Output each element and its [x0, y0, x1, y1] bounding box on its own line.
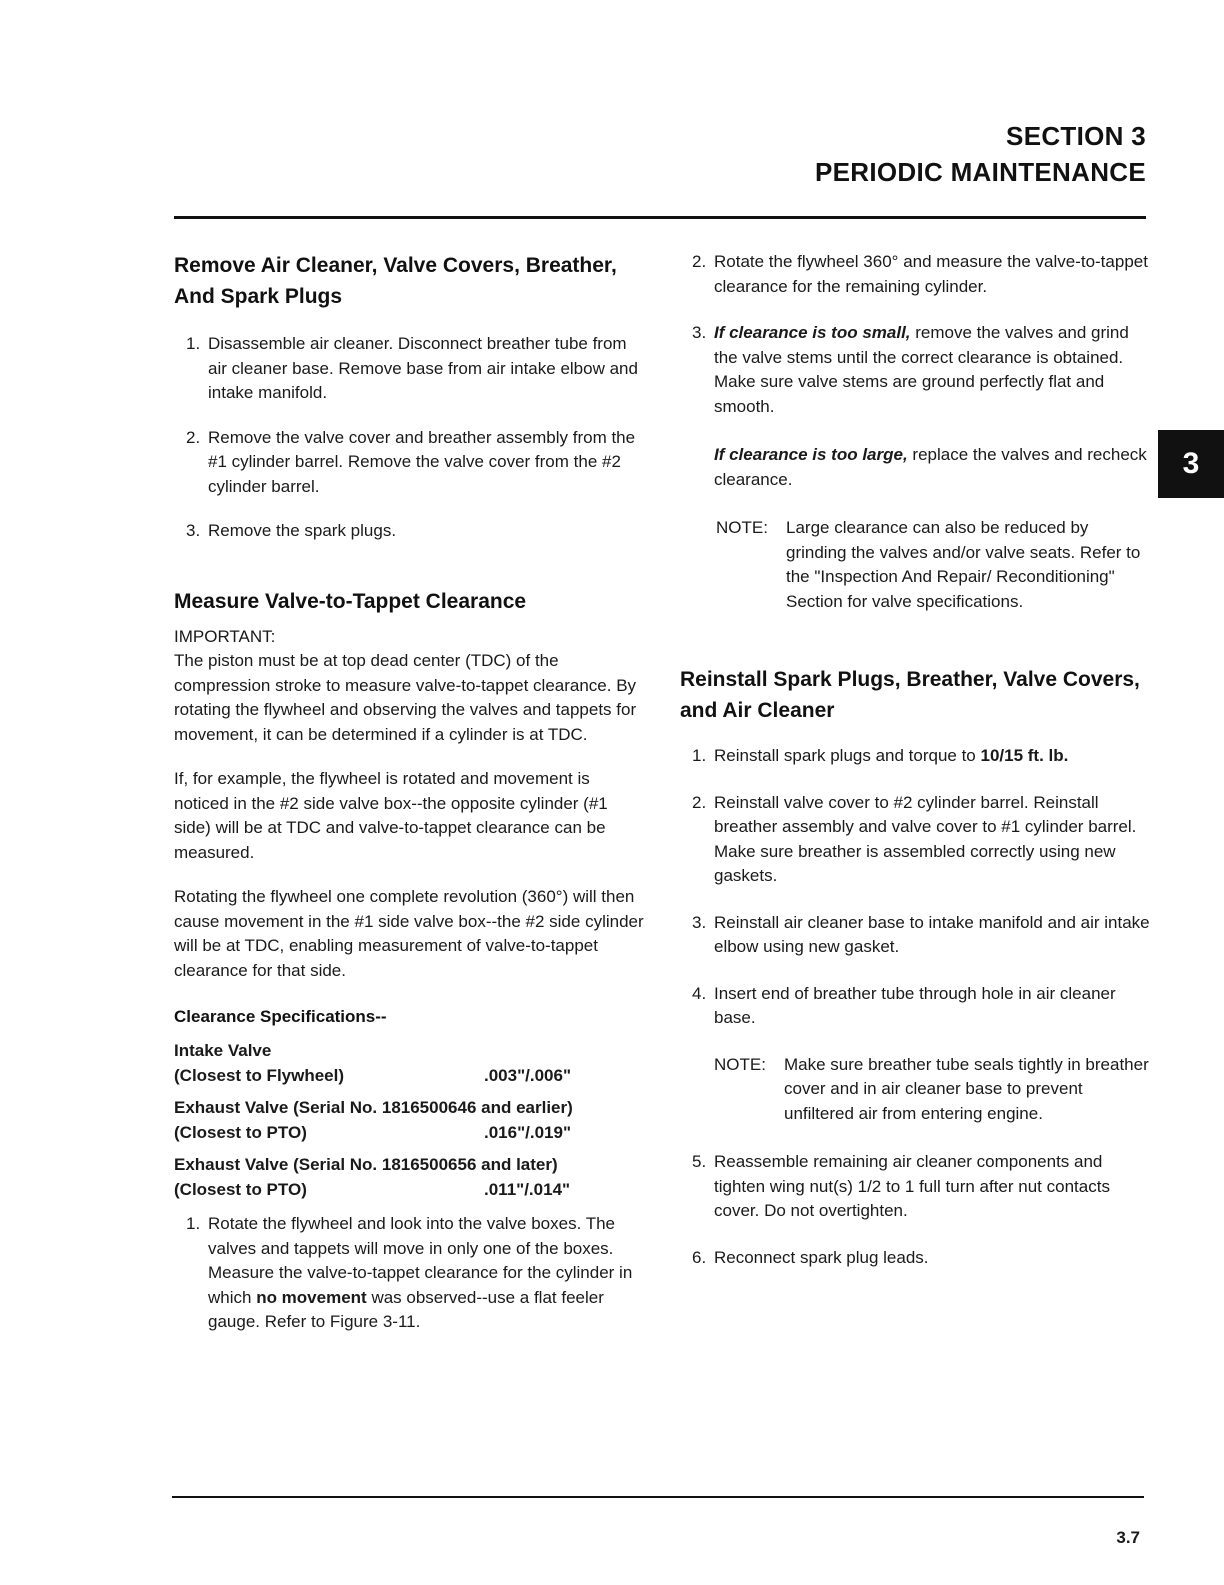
- note-breather-seal: [680, 1053, 1150, 1127]
- step-number: 2.: [692, 252, 707, 271]
- list-item: [680, 1150, 1150, 1224]
- step-text: Reinstall spark plugs and torque to: [714, 746, 981, 765]
- header-rule: [174, 216, 1146, 219]
- step-subparagraph: [714, 443, 1150, 492]
- spec-label: (Closest to Flywheel): [174, 1065, 345, 1085]
- section-number: SECTION 3: [1006, 121, 1146, 151]
- step-text: Reinstall valve cover to #2 cylinder barrel. Reinstall breather assembly and valve cover to #1 cylinder barrel. Make sure breather is assembled correctly using new gaskets.: [714, 792, 1137, 885]
- reinstall-steps-list-continued: [680, 1150, 1150, 1270]
- important-text: The piston must be at top dead center (TDC) of the compression stroke to measure valve-to-tappet clearance. By rotating the flywheel and observing the valves and tappets for movement, it can be determined if a cylinder is at TDC.: [174, 651, 637, 744]
- list-item: [680, 744, 1150, 769]
- torque-value: 10/15 ft. lb.: [980, 746, 1069, 765]
- step-text: Remove the valve cover and breather assembly from the #1 cylinder barrel. Remove the valve cover from the #2 cylinder barrel.: [208, 427, 636, 496]
- section-tab-label: 3: [1182, 447, 1200, 480]
- spec-title: [174, 1039, 644, 1064]
- list-item: [680, 911, 1150, 960]
- spec-value: .016"/.019": [484, 1122, 572, 1142]
- step-text: Reconnect spark plug leads.: [714, 1247, 929, 1267]
- step-number: 1.: [186, 1214, 201, 1233]
- reinstall-steps-list: [680, 744, 1150, 1031]
- list-item: [680, 1246, 1150, 1271]
- step-text: Reinstall air cleaner base to intake manifold and air intake elbow using new gasket.: [714, 912, 1150, 956]
- spec-intake-title: Intake Valve: [174, 1041, 272, 1060]
- spec-value: .011"/.014": [484, 1179, 571, 1199]
- spec-exhaust2-title: Exhaust Valve (Serial No. 1816500656 and later): [174, 1155, 558, 1174]
- step-lead: If clearance is too large,: [714, 445, 908, 464]
- heading-remove-air-cleaner: Remove Air Cleaner, Valve Covers, Breather, And Spark Plugs: [174, 254, 617, 308]
- paragraph: Rotating the flywheel one complete revolution (360°) will then cause movement in the #1 side valve box--the #2 side cylinder will be at TDC, enabling measurement of valve-to-tappet clearance for that side.: [174, 887, 644, 980]
- step-number: 2.: [186, 427, 201, 447]
- section-tab: [1158, 430, 1224, 498]
- step-text: remove the valves and grind the valve stems until the correct clearance is obtained. Make sure valve stems are ground perfectly flat and smooth.: [714, 323, 1129, 416]
- step-number: 3.: [692, 323, 707, 342]
- list-item: [174, 332, 644, 406]
- note-text: Make sure breather tube seals tightly in breather cover and in air cleaner base to prevent unfiltered air from entering engine.: [784, 1054, 1149, 1123]
- step-text: Rotate the flywheel and look into the valve boxes. The valves and tappets will move in only one of the boxes. Measure the valve-to-tappet clearance for the cylinder in which: [208, 1214, 633, 1307]
- spec-row: [174, 1178, 644, 1203]
- note-text: Large clearance can also be reduced by grinding the valves and/or valve seats. Refer to the "Inspection And Repair/ Reconditioning" Section for valve specifications.: [786, 518, 1141, 611]
- right-column: [680, 250, 1150, 1270]
- step-number: 1.: [186, 334, 201, 353]
- section-title: PERIODIC MAINTENANCE: [814, 157, 1146, 187]
- clearance-spec-table: [174, 1039, 644, 1202]
- list-item: [680, 791, 1150, 889]
- step-number: 5.: [692, 1152, 707, 1171]
- list-item: [174, 426, 644, 500]
- section-header: [815, 118, 1146, 190]
- left-column: [174, 250, 644, 1335]
- note-label: NOTE:: [714, 1054, 766, 1074]
- heading-reinstall: Reinstall Spark Plugs, Breather, Valve Covers, and Air Cleaner: [680, 668, 1140, 722]
- spec-row: [174, 1121, 644, 1146]
- list-item: [680, 321, 1150, 492]
- spec-row: [174, 1064, 644, 1089]
- step-text: replace the valves and recheck clearance.: [714, 445, 1147, 489]
- step-text: Rotate the flywheel 360° and measure the valve-to-tappet clearance for the remaining cylinder.: [714, 252, 1148, 296]
- measure-steps-list: [174, 1212, 644, 1335]
- spec-title: [174, 1096, 644, 1121]
- step-text: Insert end of breather tube through hole in air cleaner base.: [714, 983, 1116, 1027]
- step-text: was observed--use a flat feeler gauge. Refer to Figure 3-11.: [208, 1287, 604, 1331]
- paragraph: If, for example, the flywheel is rotated and movement is noticed in the #2 side valve box--the opposite cylinder (#1 side) will be at TDC and valve-to-tappet clearance can be measured.: [174, 769, 608, 862]
- step-number: 4.: [692, 983, 707, 1003]
- remove-steps-list: [174, 332, 644, 544]
- spec-exhaust1-title: Exhaust Valve (Serial No. 1816500646 and earlier): [174, 1098, 573, 1117]
- step-number: 1.: [692, 746, 707, 765]
- step-text: Reassemble remaining air cleaner components and tighten wing nut(s) 1/2 to 1 full turn after nut contacts cover. Do not overtighten.: [714, 1152, 1110, 1220]
- list-item: [174, 519, 644, 544]
- step-text-bold: no movement: [256, 1287, 367, 1307]
- note-label: NOTE:: [716, 518, 768, 537]
- important-label: IMPORTANT:: [174, 626, 276, 646]
- measure-steps-continued: [680, 250, 1150, 492]
- step-number: 6.: [692, 1247, 707, 1267]
- heading-measure-clearance: Measure Valve-to-Tappet Clearance: [174, 589, 527, 613]
- clearance-spec-heading: Clearance Specifications--: [174, 1007, 387, 1026]
- list-item: [680, 982, 1150, 1031]
- spec-label: (Closest to PTO): [174, 1122, 307, 1142]
- step-text: Remove the spark plugs.: [208, 521, 397, 540]
- page-number: 3.7: [1116, 1528, 1140, 1547]
- list-item: [680, 250, 1150, 299]
- spec-label: (Closest to PTO): [174, 1179, 307, 1199]
- step-text: Disassemble air cleaner. Disconnect breather tube from air cleaner base. Remove base from air intake elbow and intake manifold.: [208, 334, 638, 402]
- spec-value: .003"/.006": [484, 1065, 572, 1085]
- step-number: 3.: [692, 912, 707, 932]
- note-large-clearance: [680, 516, 1150, 614]
- step-number: 3.: [186, 521, 201, 540]
- footer-rule: [172, 1496, 1144, 1498]
- step-number: 2.: [692, 792, 707, 812]
- spec-title: [174, 1153, 644, 1178]
- list-item: [174, 1212, 644, 1335]
- step-lead: If clearance is too small,: [714, 323, 911, 342]
